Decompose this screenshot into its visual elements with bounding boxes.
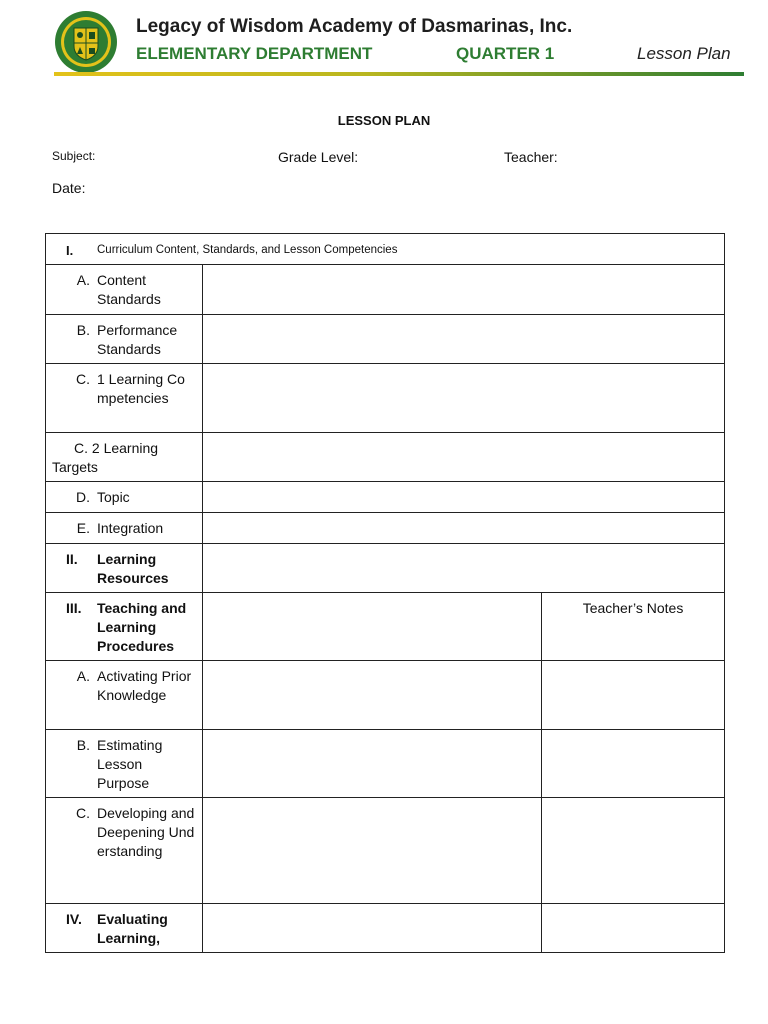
row-label-cell — [46, 904, 203, 953]
section-label: Teaching and Learning Procedures — [97, 600, 187, 654]
page-title: LESSON PLAN — [337, 113, 431, 128]
section-marker: II. — [66, 551, 78, 567]
section-procedures-row — [46, 593, 725, 661]
row-label-cell — [46, 433, 203, 482]
document-header — [0, 0, 768, 80]
section-curriculum-row — [46, 234, 725, 265]
grade-level-label: Grade Level: — [278, 149, 359, 165]
row-label: Integration — [97, 520, 164, 536]
row-label-cell — [46, 265, 203, 315]
row-label: 1 Learning Competencies — [97, 371, 185, 406]
section-curriculum-cell — [46, 234, 725, 265]
header-divider — [54, 72, 744, 76]
row-label: Topic — [97, 489, 130, 505]
learning-targets-field[interactable] — [203, 433, 725, 482]
estimating-lesson-purpose-field[interactable] — [203, 730, 542, 798]
row-marker: E. — [76, 520, 90, 536]
teachers-notes-header — [542, 593, 725, 661]
developing-understanding-field[interactable] — [203, 798, 542, 904]
table-row — [46, 433, 725, 482]
row-label-cell — [46, 593, 203, 661]
section-label: Evaluating Learning, — [97, 911, 168, 946]
row-label-cell — [46, 544, 203, 593]
school-seal-icon — [54, 10, 118, 74]
section-marker: I. — [66, 243, 74, 258]
evaluating-learning-field[interactable] — [203, 904, 542, 953]
row-label-cell — [46, 482, 203, 513]
table-row — [46, 364, 725, 433]
row-label-cell — [46, 315, 203, 364]
teachers-notes-field[interactable] — [542, 730, 725, 798]
section-resources-row — [46, 544, 725, 593]
teachers-notes-field[interactable] — [542, 798, 725, 904]
table-row — [46, 265, 725, 315]
row-label-cell — [46, 661, 203, 730]
row-marker: D. — [76, 489, 90, 505]
teachers-notes-label: Teacher’s Notes — [582, 600, 684, 616]
teachers-notes-field[interactable] — [542, 661, 725, 730]
row-label: Performance Standards — [97, 322, 178, 357]
row-label: Developing and Deepening Understanding — [97, 805, 195, 859]
section-label: Curriculum Content, Standards, and Lesson Competencies — [97, 244, 398, 256]
subject-label: Subject: — [52, 149, 96, 163]
table-row — [46, 482, 725, 513]
activating-prior-knowledge-field[interactable] — [203, 661, 542, 730]
row-label-cell — [46, 730, 203, 798]
table-row — [46, 730, 725, 798]
document-type-label: Lesson Plan — [637, 44, 731, 63]
row-label: Estimating Lesson Purpose — [97, 737, 163, 791]
row-marker: B. — [76, 737, 90, 753]
integration-field[interactable] — [203, 513, 725, 544]
content-standards-field[interactable] — [203, 265, 725, 315]
table-row — [46, 661, 725, 730]
section-marker: III. — [66, 600, 82, 616]
lesson-plan-table — [45, 233, 725, 953]
row-label-cell — [46, 513, 203, 544]
performance-standards-field[interactable] — [203, 315, 725, 364]
row-label: Content Standards — [97, 272, 161, 307]
learning-resources-field[interactable] — [203, 544, 725, 593]
table-row — [46, 315, 725, 364]
table-row — [46, 798, 725, 904]
row-marker: A. — [76, 272, 90, 288]
row-label: Activating Prior Knowledge — [97, 668, 192, 703]
teacher-label: Teacher: — [504, 149, 558, 165]
topic-field[interactable] — [203, 482, 725, 513]
section-marker: IV. — [66, 911, 82, 927]
row-marker: A. — [76, 668, 90, 684]
row-marker: C. — [76, 805, 90, 821]
section-label: Learning Resources — [97, 551, 169, 586]
table-row — [46, 513, 725, 544]
quarter-label: QUARTER 1 — [456, 44, 555, 63]
learning-competencies-field[interactable] — [203, 364, 725, 433]
row-label: C. 2 Learning Targets — [52, 440, 159, 475]
row-label-cell — [46, 364, 203, 433]
department-label: ELEMENTARY DEPARTMENT — [136, 44, 373, 63]
procedures-field[interactable] — [203, 593, 542, 661]
row-marker: B. — [76, 322, 90, 338]
date-label: Date: — [52, 180, 86, 196]
row-marker: C. — [76, 371, 90, 387]
teachers-notes-field[interactable] — [542, 904, 725, 953]
section-evaluating-row — [46, 904, 725, 953]
school-name: Legacy of Wisdom Academy of Dasmarinas, Inc. — [136, 16, 573, 37]
row-label-cell — [46, 798, 203, 904]
